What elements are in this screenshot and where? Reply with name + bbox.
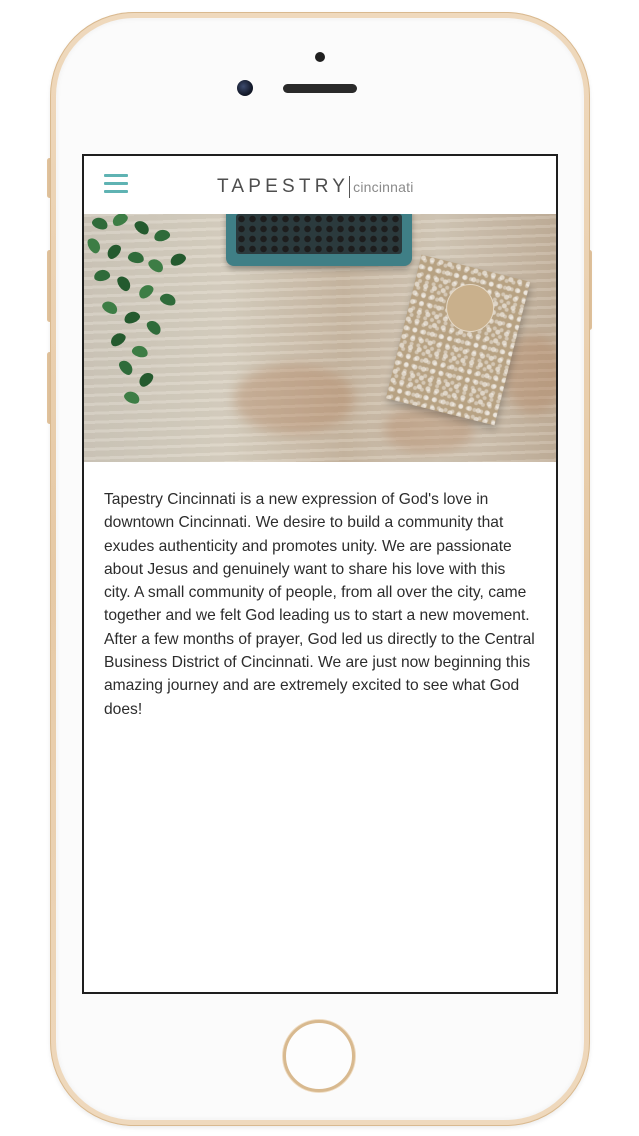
proximity-sensor bbox=[315, 52, 325, 62]
tapestry-logo[interactable] bbox=[217, 174, 414, 200]
hero-image bbox=[84, 214, 556, 462]
about-section bbox=[84, 462, 556, 721]
about-paragraph: Tapestry Cincinnati is a new expression of God's love in downtown Cincinnati. We desire to build a community that exudes authenticity and promotes unity. We are passionate about Jesus and genuinely want to share his love with this city. A small community of people, from all over the city, came together and we felt God leading us to start a new movement. After a few months of prayer, God led us directly to the Central Business District of Cincinnati. We are just now beginning this amazing journey and are extremely excited to see what God does! bbox=[104, 491, 535, 718]
plant-leaf bbox=[110, 214, 129, 228]
menu-bar bbox=[104, 174, 128, 177]
typewriter-image bbox=[226, 214, 412, 266]
plant-leaf bbox=[146, 256, 165, 274]
wood-stain bbox=[234, 364, 354, 434]
phone-screen bbox=[82, 154, 558, 994]
plant-image bbox=[84, 214, 194, 414]
plant-leaf bbox=[123, 310, 142, 326]
logo-sub-text: cincinnati bbox=[353, 179, 414, 195]
plant-leaf bbox=[117, 358, 136, 377]
plant-leaf bbox=[127, 251, 145, 265]
plant-leaf bbox=[93, 269, 111, 283]
plant-leaf bbox=[168, 251, 187, 268]
earpiece-speaker bbox=[283, 84, 357, 93]
plant-leaf bbox=[100, 299, 119, 317]
notebook-image bbox=[386, 255, 530, 426]
plant-leaf bbox=[153, 228, 171, 243]
typewriter-keys bbox=[236, 214, 402, 254]
plant-leaf bbox=[115, 274, 133, 293]
plant-leaf bbox=[108, 330, 127, 348]
plant-leaf bbox=[122, 389, 141, 406]
plant-leaf bbox=[91, 216, 110, 232]
menu-bar bbox=[104, 190, 128, 193]
hamburger-menu-icon[interactable] bbox=[104, 174, 128, 194]
logo-divider bbox=[349, 176, 350, 198]
logo-main-text: TAPESTRY bbox=[217, 176, 350, 197]
plant-leaf bbox=[85, 236, 103, 255]
plant-leaf bbox=[144, 318, 163, 337]
plant-leaf bbox=[159, 292, 178, 308]
plant-leaf bbox=[136, 282, 155, 301]
menu-bar bbox=[104, 182, 128, 185]
home-button[interactable] bbox=[283, 1020, 355, 1092]
plant-leaf bbox=[136, 370, 155, 389]
front-camera bbox=[237, 80, 253, 96]
app-header bbox=[84, 156, 556, 214]
plant-leaf bbox=[132, 218, 151, 237]
notebook-badge bbox=[441, 279, 499, 337]
plant-leaf bbox=[131, 344, 149, 359]
plant-leaf bbox=[105, 242, 124, 261]
